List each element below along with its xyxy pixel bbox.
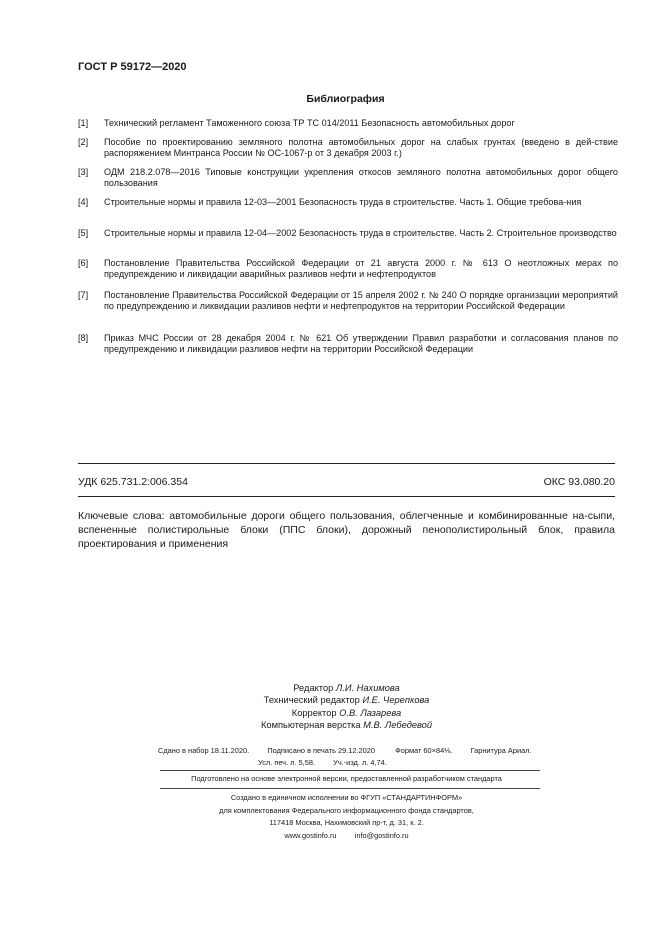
bibliography-title: Библиография — [306, 93, 385, 105]
editor-line: Редактор Л.И. Нахимова — [293, 683, 400, 693]
keywords-text: Ключевые слова: автомобильные дороги общего пользования, облегченные и комбинированные на-сыпи, вспененные полистирольные блоки (ППС блоки), дорожный пенополистирольный блок, правила проектирования и применения — [78, 510, 615, 550]
reference-number: [4] — [78, 197, 89, 207]
section-divider — [78, 463, 615, 464]
reference-item — [78, 333, 618, 356]
footer-line-2: для комплектования Федерального информационного фонда стандартов, — [219, 805, 474, 815]
prepared-note: Подготовлено на основе электронной версии, предоставленной разработчиком стандарта — [191, 774, 502, 783]
reference-item — [78, 167, 618, 190]
email-link[interactable]: info@gostinfo.ru — [354, 830, 409, 840]
reference-item — [78, 258, 618, 281]
reference-text: Технический регламент Таможенного союза ТР ТС 014/2011 Безопасность автомобильных дорог — [104, 118, 515, 128]
print-info-line-1 — [158, 745, 532, 756]
layout-line: Компьютерная верстка М.В. Лебедевой — [260, 720, 432, 731]
reference-item — [78, 290, 618, 313]
reference-number: [2] — [78, 137, 89, 147]
reference-item — [78, 137, 618, 160]
reference-item — [78, 228, 618, 239]
reference-text: Приказ МЧС России от 28 декабря 2004 г. № 621 Об утверждении Правил разработки и согласования планов по предупреждению и ликвидации разливов нефти на территории Российской Федерации — [104, 333, 618, 355]
oks-code: ОКС 93.080.20 — [543, 476, 615, 488]
website-link[interactable]: www.gostinfo.ru — [284, 830, 337, 840]
typeface: Гарнитура Ариал. — [470, 746, 532, 755]
reference-number: [5] — [78, 228, 89, 238]
reference-text: Строительные нормы и правила 12-03—2001 Безопасность труда в строительстве. Часть 1. Общие требова-ния — [104, 197, 582, 207]
reference-number: [7] — [78, 290, 89, 300]
footer-line-1: Создано в единичном исполнении во ФГУП «СТАНДАРТИНФОРМ» — [230, 793, 463, 802]
reference-number: [8] — [78, 333, 89, 343]
signed-date: Подписано в печать 29.12.2020 — [267, 746, 375, 755]
divider — [160, 770, 540, 771]
footer-line-3: 117418 Москва, Нахимовский пр-т, д. 31, к. 2. — [269, 818, 424, 828]
corrector-line: Корректор О.В. Лазарева — [291, 707, 402, 718]
corrector-name: О.В. Лазарева — [339, 707, 402, 718]
reference-item — [78, 118, 618, 129]
reference-item — [78, 197, 618, 208]
reference-text: Строительные нормы и правила 12-04—2002 Безопасность труда в строительстве. Часть 2. Строительное производство — [104, 228, 617, 238]
reference-number: [6] — [78, 258, 89, 268]
reference-text: ОДМ 218.2.078—2016 Типовые конструкции укрепления откосов земляного полотна автомобильных дорог общего пользования — [104, 167, 618, 189]
publisher-sheets: Уч.-изд. л. 4,74. — [333, 758, 387, 767]
print-info-line-2 — [258, 757, 387, 768]
reference-text: Постановление Правительства Российской Федерации от 21 августа 2000 г. № 613 О неотложных мерах по предупреждению и ликвидации аварийных разливов нефти и нефтепродуктов — [104, 258, 618, 280]
publisher-footer — [0, 792, 661, 842]
print-sheets: Усл. печ. л. 5,58. — [258, 758, 315, 767]
editor-name: Л.И. Нахимова — [335, 683, 400, 693]
reference-text: Постановление Правительства Российской Федерации от 15 апреля 2002 г. № 240 О порядке организации мероприятий по предупреждению и ликвидации разливов нефти и нефтепродуктов на территории Российской Федерации — [104, 290, 618, 312]
tech-editor-line: Технический редактор И.Е. Черепкова — [263, 695, 430, 706]
print-format: Формат 60×84⅛. — [395, 746, 453, 755]
standard-designation: ГОСТ Р 59172—2020 — [78, 61, 187, 73]
tech-editor-name: И.Е. Черепкова — [362, 695, 430, 706]
layout-name: М.В. Лебедевой — [363, 720, 432, 731]
footer-contacts — [32, 830, 661, 843]
reference-text: Пособие по проектированию земляного полотна автомобильных дорог на слабых грунтах (введено в дей-ствие распоряжением Минтранса России № ОС-1067-р от 3 декабря 2003 г.) — [104, 137, 618, 159]
section-divider — [78, 496, 615, 497]
sent-date: Сдано в набор 18.11.2020. — [158, 746, 250, 755]
reference-number: [3] — [78, 167, 89, 177]
divider — [160, 788, 540, 789]
reference-number: [1] — [78, 118, 89, 128]
udk-code: УДК 625.731.2:006.354 — [78, 476, 188, 488]
editors-block — [0, 682, 661, 732]
